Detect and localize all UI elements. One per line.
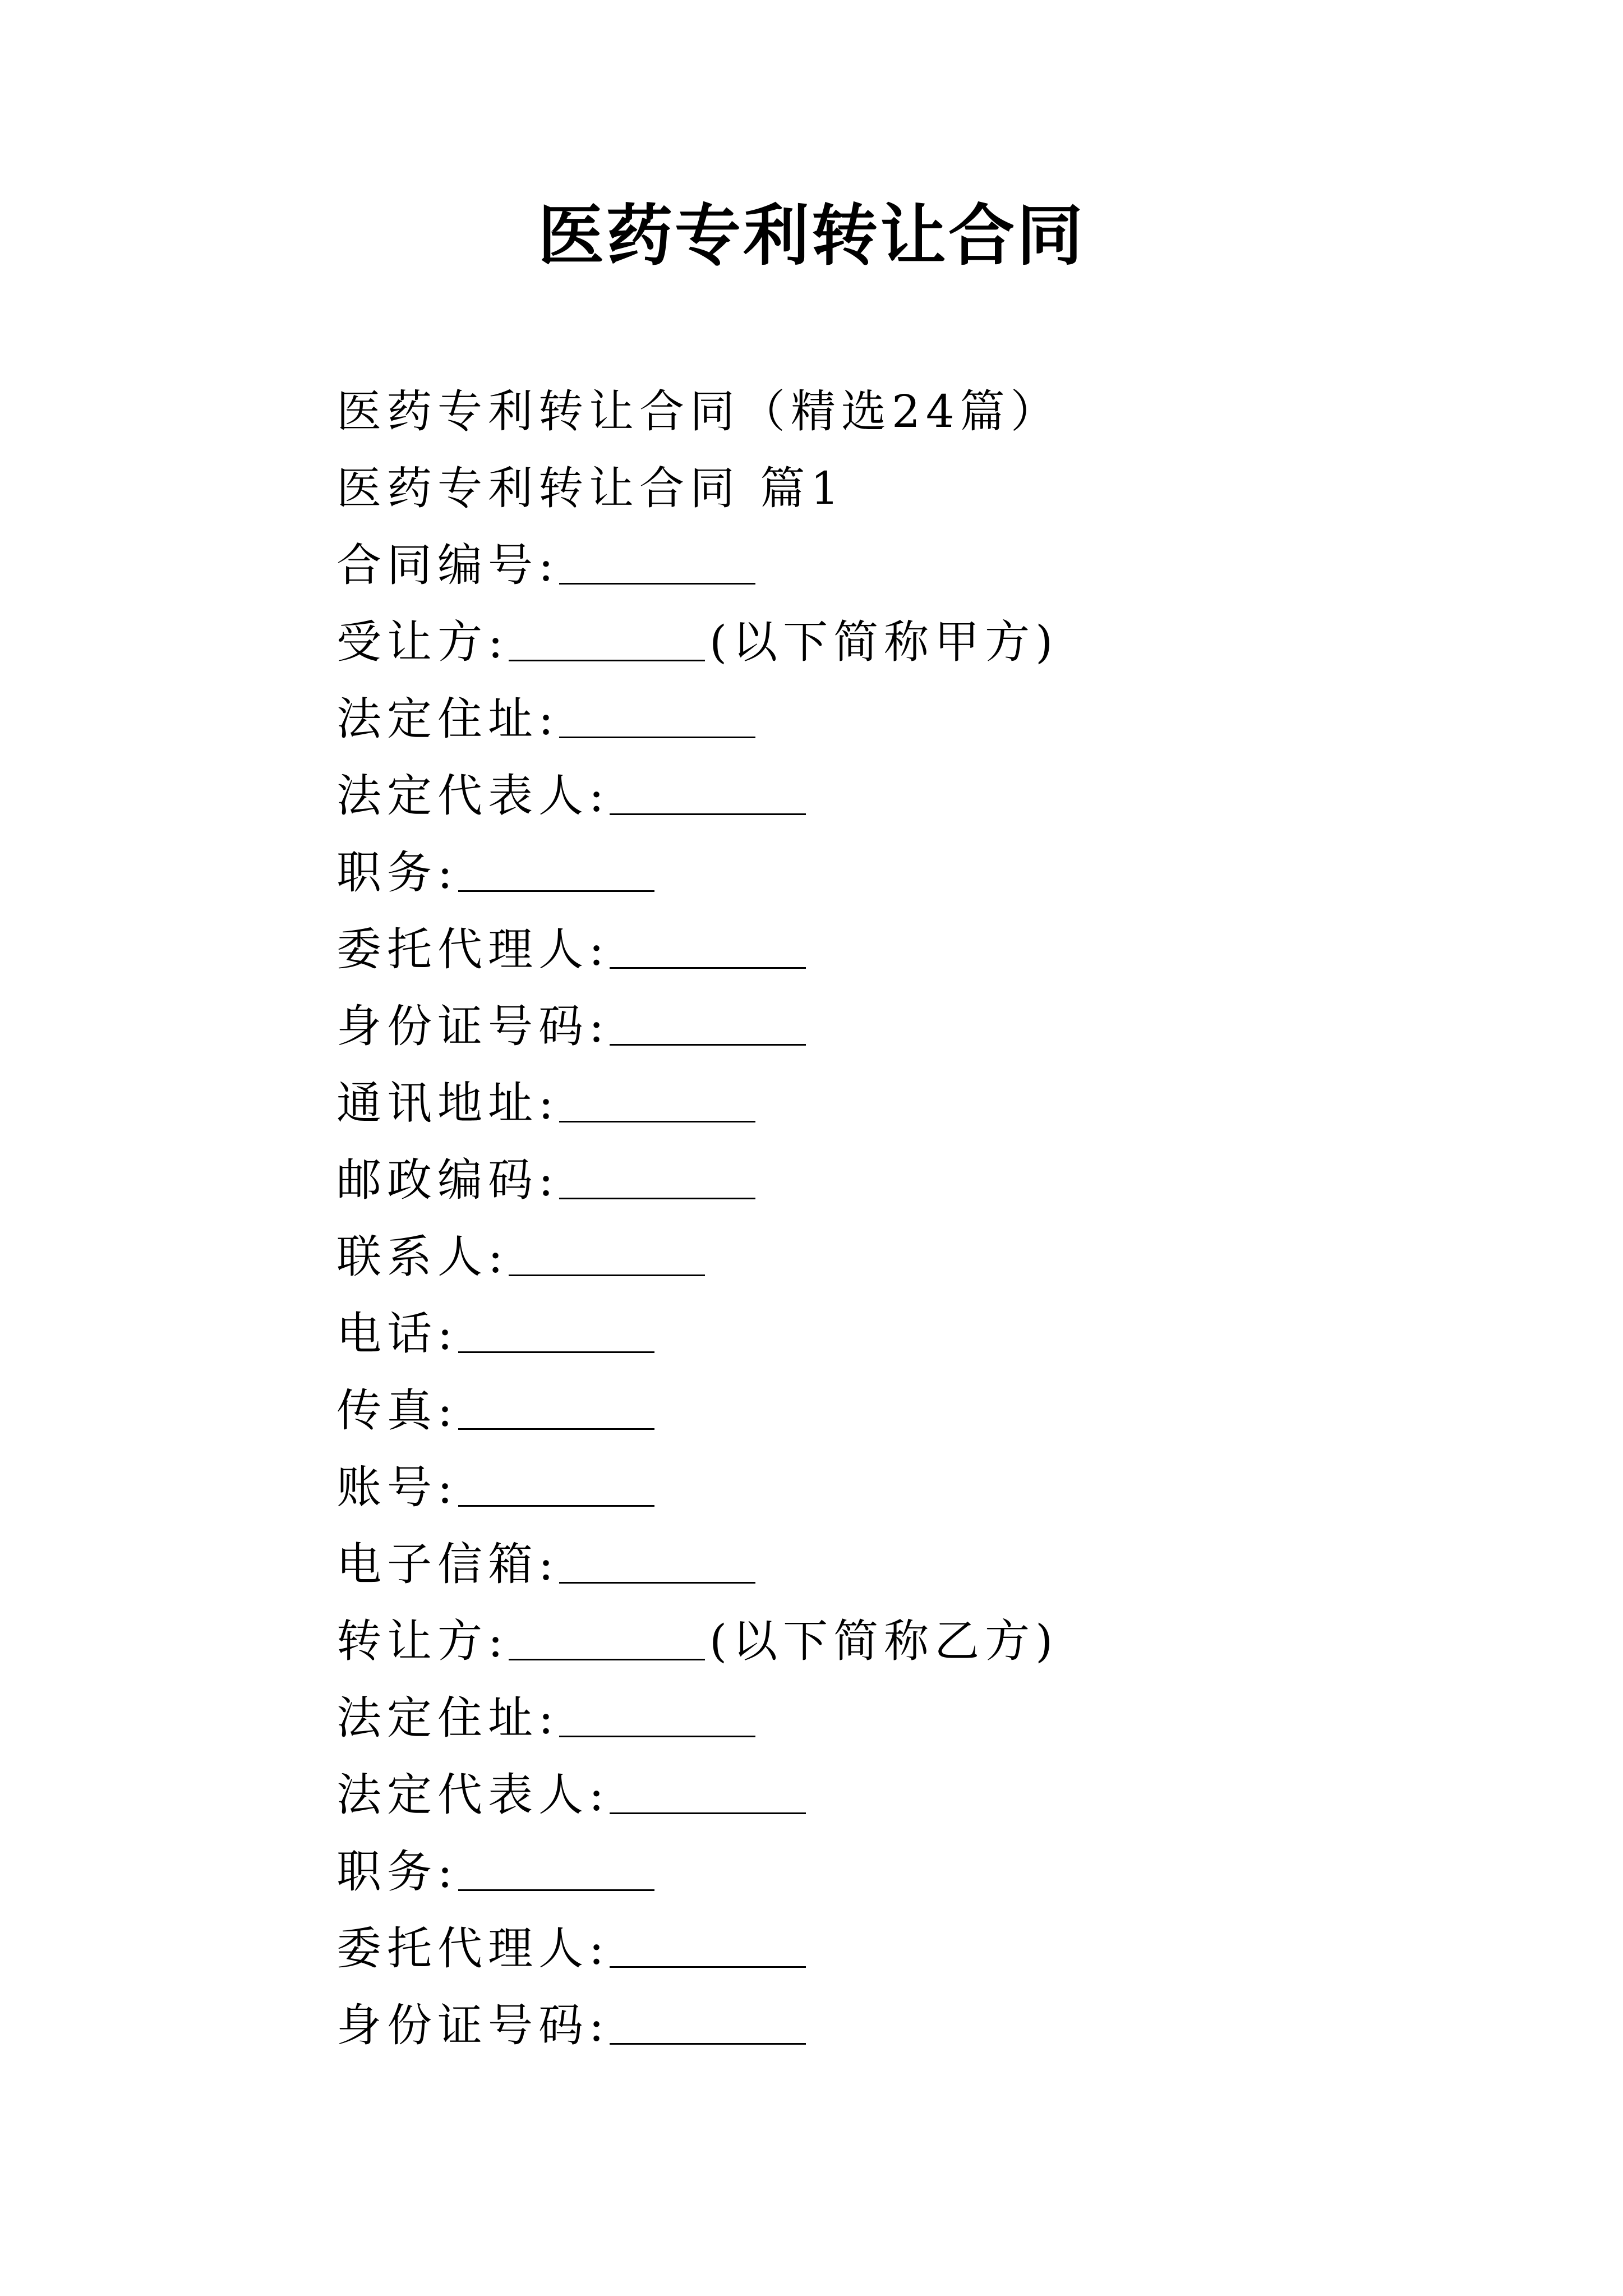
field-postal-code [336,1142,1514,1218]
field-agent-a [336,911,1514,988]
fill-in-blank[interactable] [559,1065,755,1122]
fill-in-blank[interactable] [458,1372,654,1430]
field-label: 身份证号码: [336,1000,610,1052]
field-id-number-b [336,1987,1514,2064]
fill-in-blank[interactable] [559,527,755,585]
field-legal-representative-a [336,757,1514,834]
field-label: 电子信箱: [336,1538,559,1590]
field-suffix: (以下简称甲方) [709,616,1059,668]
document-title: 医药专利转让合同 [537,196,1085,274]
field-legal-address-b [336,1680,1514,1756]
fill-in-blank[interactable] [610,911,806,969]
fill-in-blank[interactable] [559,1526,755,1584]
fill-in-blank[interactable] [458,1833,654,1891]
field-position-a [336,834,1514,911]
field-contract-number [336,527,1514,604]
field-label: 委托代理人: [336,923,610,976]
field-email [336,1526,1514,1603]
field-label: 联系人: [336,1231,509,1283]
field-legal-representative-b [336,1756,1514,1833]
field-label: 委托代理人: [336,1922,610,1975]
fill-in-blank[interactable] [610,1910,806,1968]
field-label: 账号: [336,1461,458,1513]
field-position-b [336,1833,1514,1910]
field-label: 法定住址: [336,1692,559,1744]
field-label: 通讯地址: [336,1077,559,1129]
fill-in-blank[interactable] [610,1756,806,1814]
field-mailing-address [336,1065,1514,1142]
fill-in-blank[interactable] [559,1142,755,1199]
fill-in-blank[interactable] [509,1603,705,1660]
fill-in-blank[interactable] [559,1680,755,1737]
field-transferee [336,604,1514,680]
field-id-number-a [336,988,1514,1065]
field-transferor [336,1603,1514,1680]
fill-in-blank[interactable] [559,680,755,738]
field-agent-b [336,1910,1514,1987]
fill-in-blank[interactable] [509,604,705,661]
field-label: 法定代表人: [336,770,610,822]
fill-in-blank[interactable] [458,834,654,892]
field-label: 法定代表人: [336,1769,610,1821]
field-label: 法定住址: [336,693,559,745]
field-account [336,1449,1514,1526]
fill-in-blank[interactable] [458,1449,654,1507]
field-label: 受让方: [336,616,509,668]
document-body [336,373,1514,2064]
field-label: 转让方: [336,1615,509,1667]
field-label: 邮政编码: [336,1154,559,1206]
field-legal-address-a [336,680,1514,757]
document-subtitle: 医药专利转让合同（精选24篇） [336,385,1061,438]
field-label: 合同编号: [336,539,559,591]
fill-in-blank[interactable] [458,1295,654,1353]
fill-in-blank[interactable] [610,988,806,1046]
fill-in-blank[interactable] [610,1987,806,2045]
field-contact-person [336,1218,1514,1295]
field-phone [336,1295,1514,1372]
field-label: 电话: [336,1308,458,1360]
field-suffix: (以下简称乙方) [709,1615,1059,1667]
fill-in-blank[interactable] [610,757,806,815]
field-fax [336,1372,1514,1449]
field-label: 身份证号码: [336,1999,610,2051]
section-heading: 医药专利转让合同 篇1 [336,462,845,514]
field-label: 职务: [336,1846,458,1898]
field-label: 职务: [336,846,458,899]
field-label: 传真: [336,1384,458,1437]
fill-in-blank[interactable] [509,1218,705,1276]
